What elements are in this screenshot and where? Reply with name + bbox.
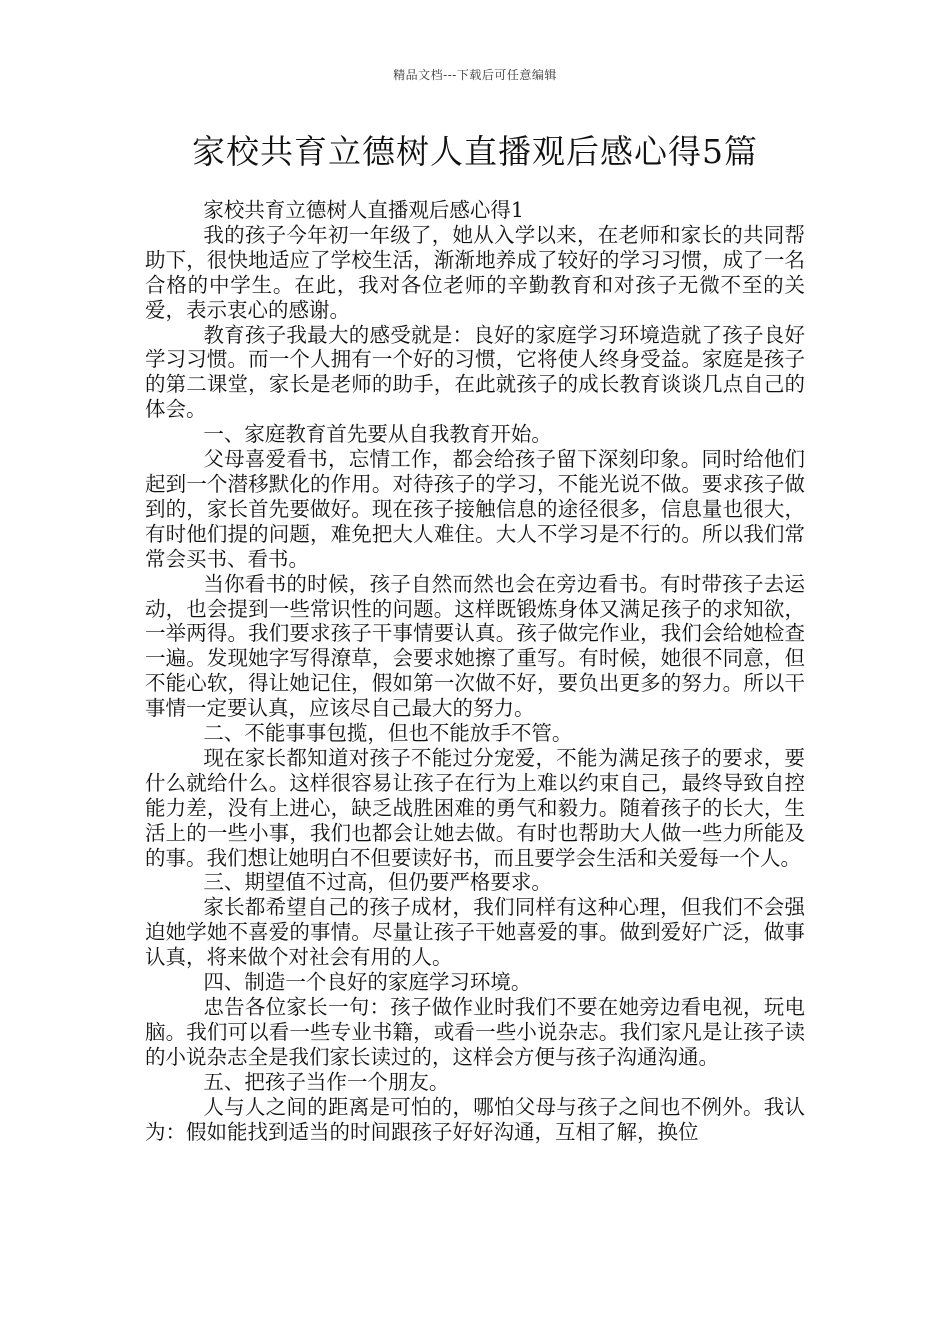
heading-point-1: 一、家庭教育首先要从自我教育开始。: [203, 422, 552, 447]
paragraph-7: 忠告各位家长一句：孩子做作业时我们不要在她旁边看电视，玩电脑。我们可以看一些专业书籍，或看一些小说杂志。我们家凡是让孩子读的小说杂志全是我们家长读过的，这样会方便与孩子沟通沟通。: [145, 995, 805, 1069]
header-note: 精品文档---下载后可任意编辑: [393, 68, 557, 82]
paragraph-2: 教育孩子我最大的感受就是：良好的家庭学习环境造就了孩子良好学习习惯。而一个人拥有一个好的习惯，它将使人终身受益。家庭是孩子的第二课堂，家长是老师的助手，在此就孩子的成长教育谈谈几点自己的体会。: [145, 322, 805, 422]
document-title: 家校共育立德树人直播观后感心得5篇: [192, 132, 758, 171]
paragraph-1: 我的孩子今年初一年级了，她从入学以来，在老师和家长的共同帮助下，很快地适应了学校生活，渐渐地养成了较好的学习习惯，成了一名合格的中学生。在此，我对各位老师的辛勤教育和对孩子无微不至的关爱，表示衷心的感谢。: [145, 222, 805, 322]
heading-point-2: 二、不能事事包揽，但也不能放手不管。: [203, 721, 573, 746]
heading-point-5: 五、把孩子当作一个朋友。: [203, 1069, 450, 1094]
paragraph-5: 现在家长都知道对孩子不能过分宠爱，不能为满足孩子的要求，要什么就给什么。这样很容易让孩子在行为上难以约束自己，最终导致自控能力差，没有上进心，缺乏战胜困难的勇气和毅力。随着孩子的长大，生活上的一些小事，我们也都会让她去做。有时也帮助大人做一些力所能及的事。我们想让她明白不但要读好书，而且要学会生活和关爱每一个人。: [145, 745, 805, 870]
paragraph-8: 人与人之间的距离是可怕的，哪怕父母与孩子之间也不例外。我认为：假如能找到适当的时间跟孩子好好沟通，互相了解，换位: [145, 1094, 805, 1144]
heading-point-4: 四、制造一个良好的家庭学习环境。: [203, 970, 532, 995]
paragraph-3: 父母喜爱看书，忘情工作，都会给孩子留下深刻印象。同时给他们起到一个潜移默化的作用。对待孩子的学习，不能光说不做。要求孩子做到的，家长首先要做好。现在孩子接触信息的途径很多，信息量也很大，有时他们提的问题，难免把大人难住。大人不学习是不行的。所以我们常常会买书、看书。: [145, 447, 805, 571]
heading-point-3: 三、期望值不过高，但仍要严格要求。: [203, 870, 552, 895]
paragraph-4: 当你看书的时候，孩子自然而然也会在旁边看书。有时带孩子去运动，也会提到一些常识性的问题。这样既锻炼身体又满足孩子的求知欲，一举两得。我们要求孩子干事情要认真。孩子做完作业，我们会给她检查一遍。发现她字写得潦草，会要求她擦了重写。有时候，她很不同意，但不能心软，得让她记住，假如第一次做不好，要负出更多的努力。所以干事情一定要认真，应该尽自己最大的努力。: [145, 571, 805, 721]
paragraph-6: 家长都希望自己的孩子成材，我们同样有这种心理，但我们不会强迫她学她不喜爱的事情。尽量让孩子干她喜爱的事。做到爱好广泛，做事认真，将来做个对社会有用的人。: [145, 895, 805, 970]
section-subtitle: 家校共育立德树人直播观后感心得1: [203, 198, 524, 222]
document-body: [145, 198, 805, 1144]
